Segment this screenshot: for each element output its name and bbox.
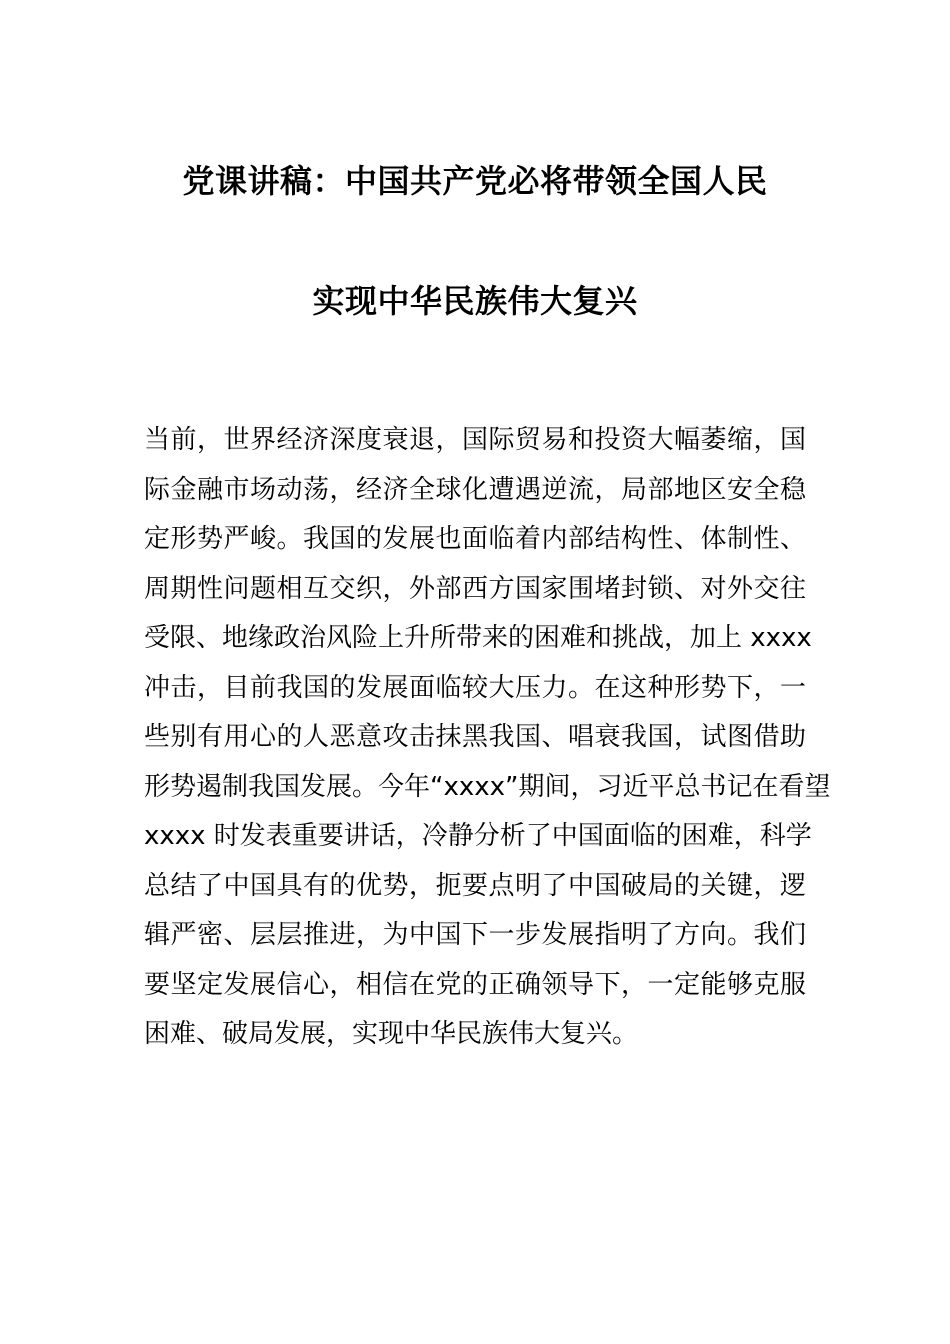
paragraph-line-7: 些别有用心的人恶意攻击抹黑我国、唱衰我国，试图借助 (144, 722, 806, 752)
paragraph-line-10: 总结了中国具有的优势，扼要点明了中国破局的关键，逻 (144, 870, 806, 901)
paragraph-line-6: 冲击，目前我国的发展面临较大压力。在这种形势下，一 (144, 672, 806, 703)
document-body-paragraph (144, 423, 831, 1067)
paragraph-line-13: 困难、破局发展，实现中华民族伟大复兴。 (144, 1019, 639, 1049)
paragraph-line-1: 当前，世界经济深度衰退，国际贸易和投资大幅萎缩，国 (144, 425, 806, 455)
paragraph-line-3: 定形势严峻。我国的发展也面临着内部结构性、体制性、 (144, 524, 806, 554)
document-title-line-1: 党课讲稿：中国共产党必将带领全国人民 (182, 162, 768, 200)
paragraph-line-5: 受限、地缘政治风险上升所带来的困难和挑战，加上 xxxx (144, 623, 812, 653)
paragraph-line-8: 形势遏制我国发展。今年“xxxx”期间，习近平总书记在看望 (144, 771, 831, 802)
paragraph-line-9: xxxx 时发表重要讲话，冷静分析了中国面临的困难，科学 (144, 821, 812, 851)
paragraph-line-11: 辑严密、层层推进，为中国下一步发展指明了方向。我们 (144, 920, 806, 950)
paragraph-line-2: 际金融市场动荡，经济全球化遭遇逆流，局部地区安全稳 (144, 474, 806, 505)
paragraph-line-4: 周期性问题相互交织，外部西方国家围堵封锁、对外交往 (144, 573, 806, 604)
paragraph-line-12: 要坚定发展信心，相信在党的正确领导下，一定能够克服 (144, 969, 806, 1000)
document-title-line-2: 实现中华民族伟大复兴 (312, 282, 638, 320)
